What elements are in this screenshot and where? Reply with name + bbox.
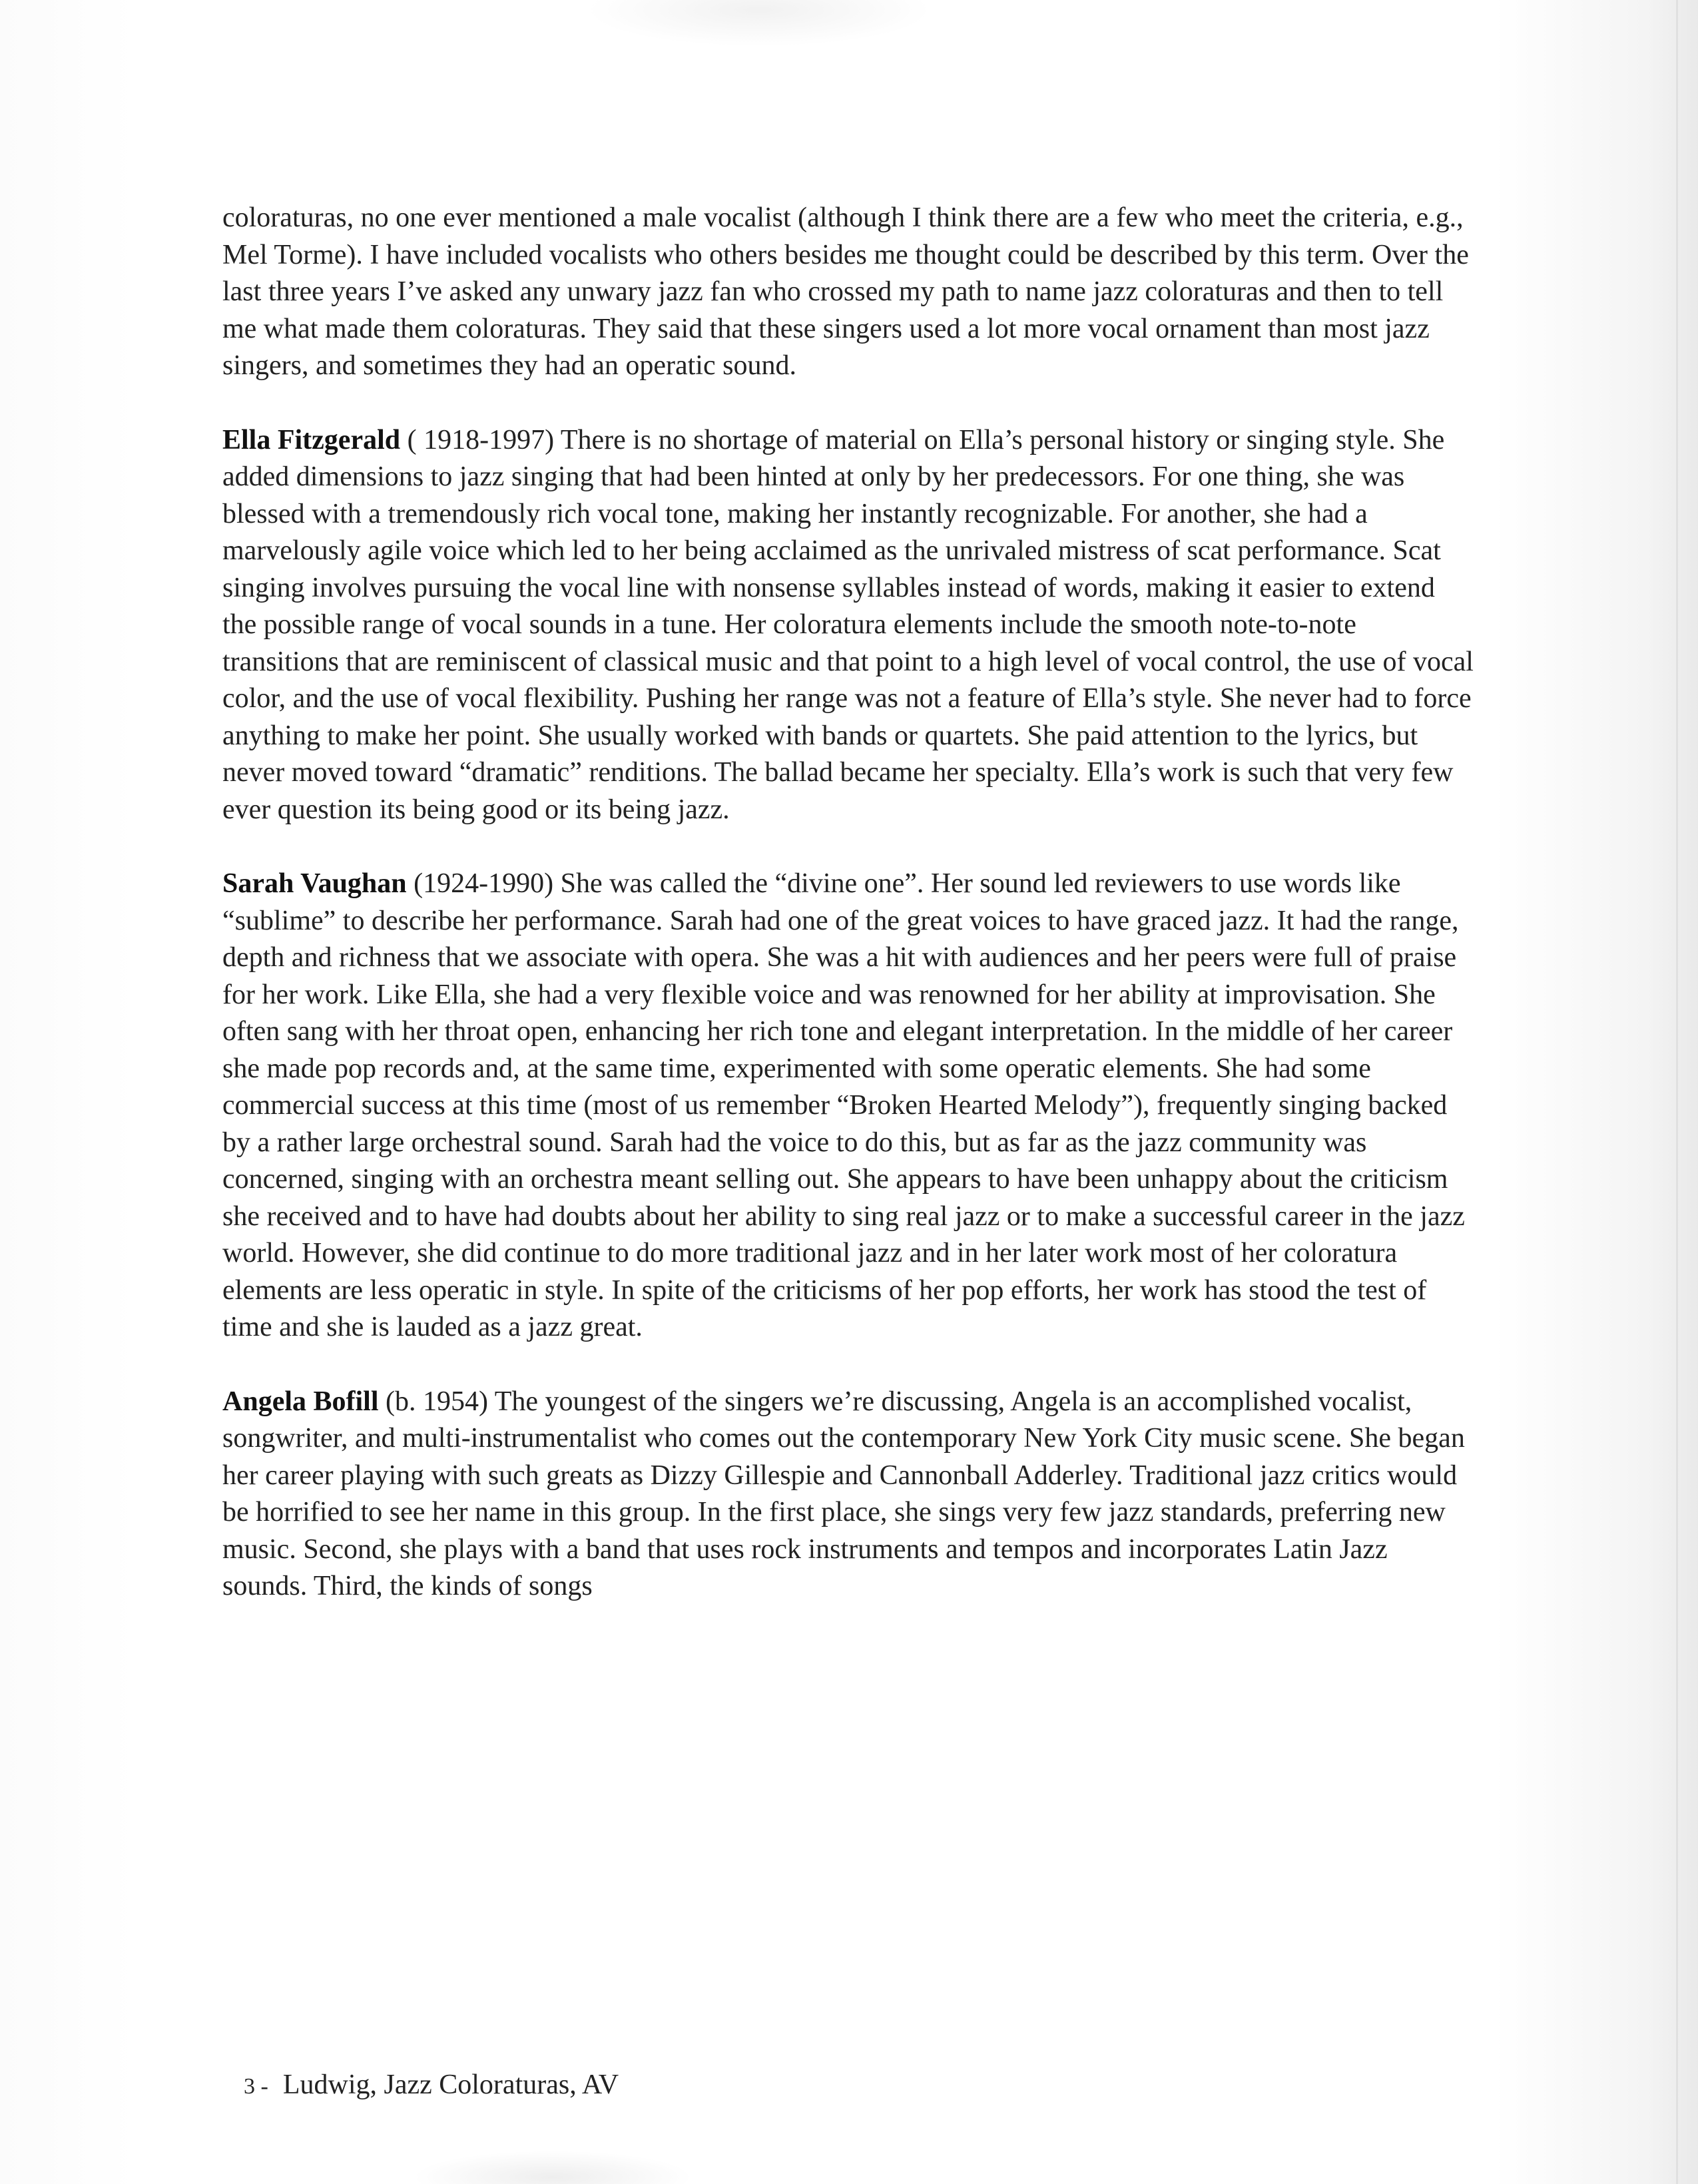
page-number: 3 -: [244, 2074, 268, 2099]
footer-title: Ludwig, Jazz Coloraturas, AV: [282, 2069, 619, 2100]
paragraph-ella-fitzgerald: [222, 422, 1474, 829]
paragraph-text: coloraturas, no one ever mentioned a male vocalist (although I think there are a few who meet the criteria, e.g., Mel Torme). I have included vocalists who others besides me thought could be described by this term. Over the last three years I’ve asked any unwary jazz fan who crossed my path to name jazz coloraturas and then to tell me what made them coloraturas. They said that these singers used a lot more vocal ornament than most jazz singers, and sometimes they had an operatic sound.: [222, 202, 1469, 381]
body-text: [222, 200, 1474, 1643]
paragraph-intro: [222, 200, 1474, 385]
page-footer: [244, 2069, 619, 2101]
paragraph-angela-bofill: [222, 1384, 1474, 1605]
singer-name: Sarah Vaughan: [222, 868, 407, 899]
scan-artifact-bottom: [413, 2151, 693, 2184]
scan-artifact-top: [586, 0, 932, 47]
paragraph-text: (b. 1954) The youngest of the singers we’re discussing, Angela is an accomplished vocalist, songwriter, and multi-instrumentalist who comes out the contemporary New York City music scene. She began her career playing with such greats as Dizzy Gillespie and Cannonball Adderley. Traditional jazz critics would be horrified to see her name in this group. In the first place, she sings very few jazz standards, preferring new music. Second, she plays with a band that uses rock instruments and tempos and incorporates Latin Jazz sounds. Third, the kinds of songs: [222, 1386, 1465, 1601]
singer-name: Ella Fitzgerald: [222, 424, 401, 455]
singer-name: Angela Bofill: [222, 1386, 379, 1417]
paragraph-text: (1924-1990) She was called the “divine one”. Her sound led reviewers to use words like “sublime” to describe her performance. Sarah had one of the great voices to have graced jazz. It had the range, depth and richness that we associate with opera. She was a hit with audiences and her peers were full of praise for her work. Like Ella, she had a very flexible voice and was renowned for her ability at improvisation. She often sang with her throat open, enhancing her rich tone and elegant interpretation. In the middle of her career she made pop records and, at the same time, experimented with some operatic elements. She had some commercial success at this time (most of us remember “Broken Hearted Melody”), frequently singing backed by a rather large orchestral sound. Sarah had the voice to do this, but as far as the jazz community was concerned, singing with an orchestra meant selling out. She appears to have been unhappy about the criticism she received and to have had doubts about her ability to sing real jazz or to make a successful career in the jazz world. However, she did continue to do more traditional jazz and in her later work most of her coloratura elements are less operatic in style. In spite of the criticisms of her pop efforts, her work has stood the test of time and she is lauded as a jazz great.: [222, 868, 1465, 1342]
page-edge: [1676, 0, 1678, 2184]
paragraph-text: ( 1918-1997) There is no shortage of material on Ella’s personal history or singing style. She added dimensions to jazz singing that had been hinted at only by her predecessors. For one thing, she was blessed with a tremendously rich vocal tone, making her instantly recognizable. For another, she had a marvelously agile voice which led to her being acclaimed as the unrivaled mistress of scat performance. Scat singing involves pursuing the vocal line with nonsense syllables instead of words, making it easier to extend the possible range of vocal sounds in a tune. Her coloratura elements include the smooth note-to-note transitions that are reminiscent of classical music and that point to a high level of vocal control, the use of vocal color, and the use of vocal flexibility. Pushing her range was not a feature of Ella’s style. She never had to force anything to make her point. She usually worked with bands or quartets. She paid attention to the lyrics, but never moved toward “dramatic” renditions. The ballad became her specialty. Ella’s work is such that very few ever question its being good or its being jazz.: [222, 424, 1474, 825]
paragraph-sarah-vaughan: [222, 866, 1474, 1346]
